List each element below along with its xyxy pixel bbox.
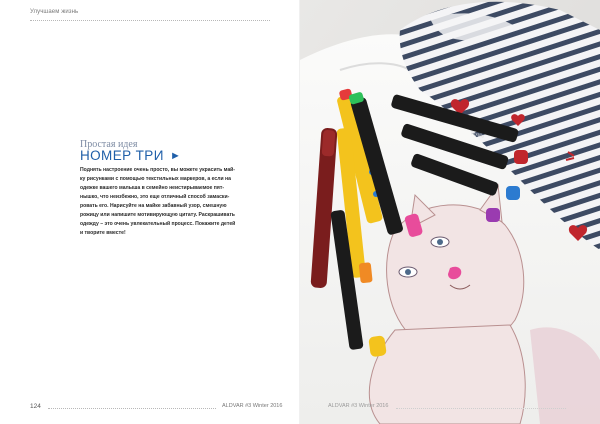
footer-divider-right bbox=[396, 408, 566, 409]
marker-label: Textile bbox=[469, 130, 485, 140]
body-line: одежду – это очень увлекательный процесс. Покажите детей bbox=[80, 221, 236, 227]
body-line: ровать его. Нарисуйте на майке забавный узор, смешную bbox=[80, 203, 227, 209]
body-line: ку рисунками с помощью текстильных маркеров, а если на bbox=[80, 176, 231, 182]
page-number: 124 bbox=[30, 403, 41, 410]
footer-divider bbox=[48, 408, 216, 409]
header-divider bbox=[30, 20, 270, 21]
footer-magazine-name-right: ALDVAR #3 Winter 2016 bbox=[328, 403, 389, 409]
article-subtitle: Простая идея bbox=[80, 139, 138, 150]
body-line: одежке вашего малыша в семейно неистирываемое пят- bbox=[80, 185, 225, 191]
article-title bbox=[80, 148, 181, 163]
right-page-photo bbox=[300, 0, 600, 424]
section-label: Улучшаем жизнь bbox=[30, 9, 79, 15]
footer-magazine-name: ALDVAR #3 Winter 2016 bbox=[222, 403, 283, 409]
markers-on-clothes-photo bbox=[300, 0, 600, 424]
body-line: и творите вместе! bbox=[80, 230, 126, 236]
article-body bbox=[80, 166, 274, 238]
play-arrow-icon: ► bbox=[169, 150, 182, 162]
article-title-text: НОМЕР ТРИ bbox=[80, 148, 164, 163]
body-line: рожицу или напишите мотивирующую цитату. Раскрашивать bbox=[80, 212, 235, 218]
body-line: нышко, что неизбежно, это еще отличный способ замаски- bbox=[80, 194, 230, 200]
body-line: Поднять настроение очень просто, вы можете украсить май- bbox=[80, 167, 235, 173]
